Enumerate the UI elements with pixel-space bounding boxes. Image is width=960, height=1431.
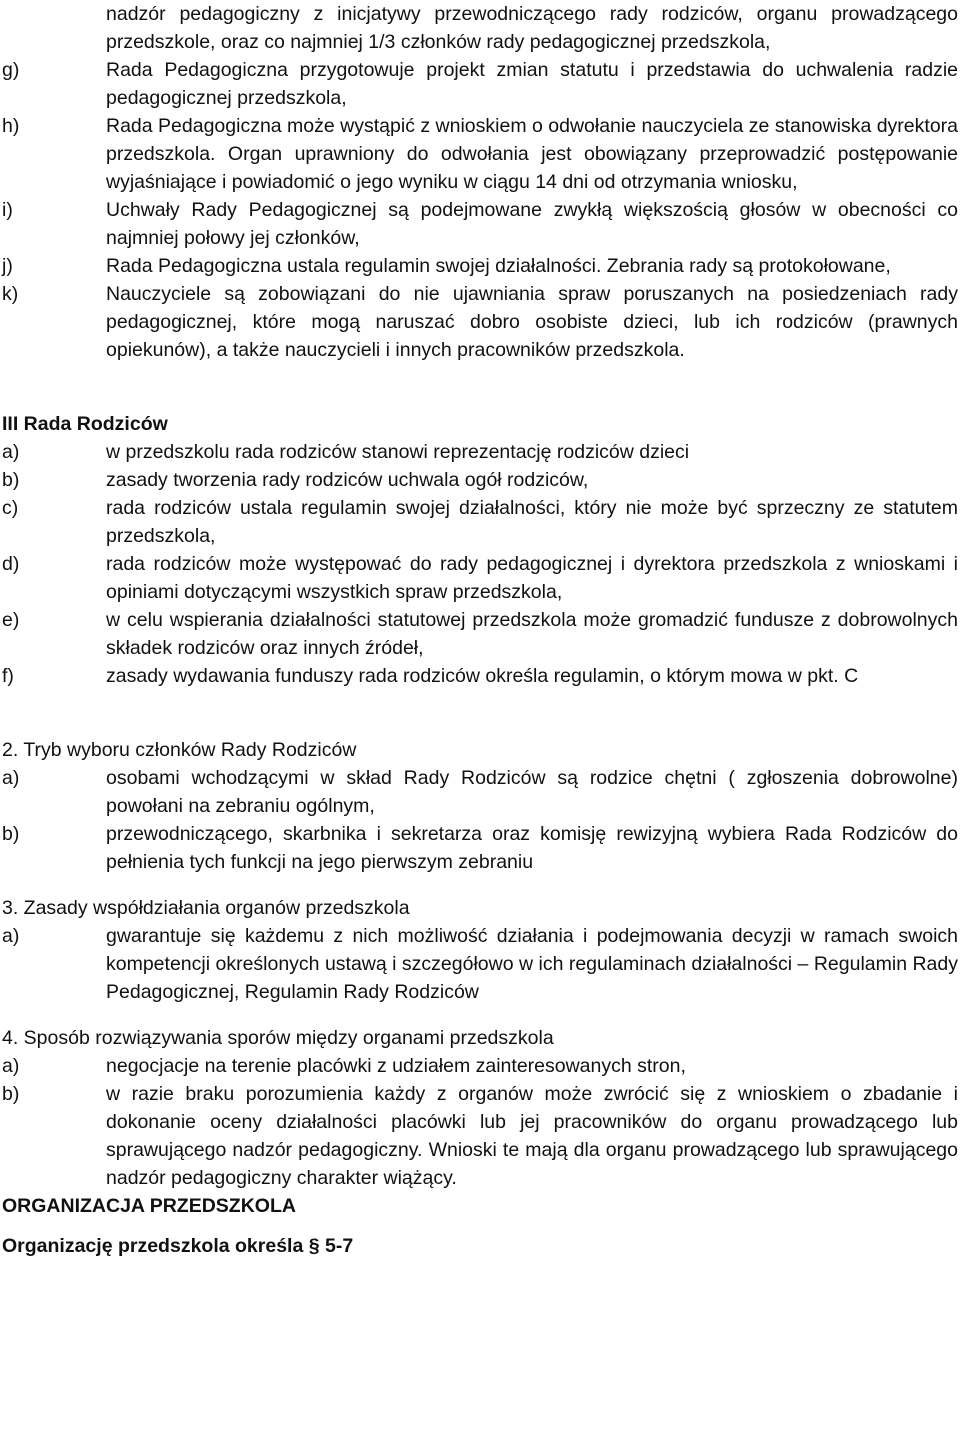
list-marker: g) (2, 59, 20, 81)
paragraph-intro: nadzór pedagogiczny z inicjatywy przewodniczącego rady rodziców, organu prowadzącego przedszkole, oraz co najmniej 1/3 członków rady pedagogicznej przedszkola, (106, 3, 958, 53)
list-text: Rada Pedagogiczna przygotowuje projekt zmian statutu i przedstawia do uchwalenia radzie pedagogicznej przedszkola, (106, 59, 958, 109)
list-item-h (0, 112, 960, 196)
list-text: rada rodziców może występować do rady pedagogicznej i dyrektora przedszkola z wnioskami i opiniami dotyczącymi wszystkich spraw przedszkola, (106, 553, 958, 603)
list-text: w razie braku porozumienia każdy z organów może zwrócić się z wnioskiem o zbadanie i dokonanie oceny działalności placówki lub jej pracowników do organu prowadzącego lub sprawującego nadzór pedagogiczny. Wnioski te mają dla organu prowadzącego lub sprawującego nadzór pedagogiczny charakter wiążący. (106, 1083, 958, 1189)
list-marker: i) (2, 199, 13, 221)
list-item (0, 606, 960, 662)
section-heading: III Rada Rodziców (2, 413, 168, 435)
list-text: Rada Pedagogiczna ustala regulamin swojej działalności. Zebrania rady są protokołowane, (106, 255, 891, 277)
list-item-j (0, 252, 960, 280)
section-heading: 4. Sposób rozwiązywania sporów między organami przedszkola (2, 1027, 554, 1049)
section-organizacja (0, 1192, 960, 1260)
list-marker: f) (2, 665, 14, 687)
list-item (0, 662, 960, 690)
list-text: zasady wydawania funduszy rada rodziców określa regulamin, o którym mowa w pkt. C (106, 665, 859, 687)
section-tryb-wyboru (0, 736, 960, 876)
list-text: zasady tworzenia rady rodziców uchwala ogół rodziców, (106, 469, 589, 491)
list-item (0, 494, 960, 550)
list-marker: a) (2, 1055, 20, 1077)
top-section (0, 0, 960, 364)
list-item-k (0, 280, 960, 364)
list-text: rada rodziców ustala regulamin swojej działalności, który nie może być sprzeczny ze statutem przedszkola, (106, 497, 958, 547)
list-marker: b) (2, 469, 20, 491)
list-marker: c) (2, 497, 19, 519)
section-rada-rodzicow (0, 410, 960, 690)
list-item (0, 1080, 960, 1192)
list-item-i (0, 196, 960, 252)
list-marker: a) (2, 767, 20, 789)
list-item (0, 1052, 960, 1080)
list-item (0, 438, 960, 466)
list-item (0, 820, 960, 876)
section-heading: 3. Zasady współdziałania organów przedszkola (2, 897, 410, 919)
list-marker: k) (2, 283, 19, 305)
section-heading: 2. Tryb wyboru członków Rady Rodziców (2, 739, 357, 761)
list-item (0, 466, 960, 494)
list-text: w przedszkolu rada rodziców stanowi reprezentację rodziców dzieci (106, 441, 690, 463)
list-text: gwarantuje się każdemu z nich możliwość działania i podejmowania decyzji w ramach swoich kompetencji określonych ustawą i szczegółowo w ich regulaminach działalności – Regulamin Rady Pedagogicznej, Regulamin Rady Rodziców (106, 925, 958, 1003)
section-heading: ORGANIZACJA PRZEDSZKOLA (2, 1195, 296, 1217)
list-text: Rada Pedagogiczna może wystąpić z wnioskiem o odwołanie nauczyciela ze stanowiska dyrektora przedszkola. Organ uprawniony do odwołania jest obowiązany przeprowadzić postępowanie wyjaśniające i powiadomić o jego wyniku w ciągu 14 dni od otrzymania wniosku, (106, 115, 958, 193)
list-marker: b) (2, 823, 20, 845)
list-marker: a) (2, 925, 20, 947)
list-text: Nauczyciele są zobowiązani do nie ujawniania spraw poruszanych na posiedzeniach rady pedagogicznej, które mogą naruszać dobro osobiste dzieci, lub ich rodziców (prawnych opiekunów), a także nauczycieli i innych pracowników przedszkola. (106, 283, 958, 361)
list-item-g (0, 56, 960, 112)
list-text: Uchwały Rady Pedagogicznej są podejmowane zwykłą większością głosów w obecności co najmniej połowy jej członków, (106, 199, 958, 249)
list-text: przewodniczącego, skarbnika i sekretarza oraz komisję rewizyjną wybiera Rada Rodziców do pełnienia tych funkcji na jego pierwszym zebraniu (106, 823, 958, 873)
list-marker: e) (2, 609, 20, 631)
list-marker: b) (2, 1083, 20, 1105)
list-item (0, 764, 960, 820)
list-text: osobami wchodzącymi w skład Rady Rodziców są rodzice chętni ( zgłoszenia dobrowolne) powołani na zebraniu ogólnym, (106, 767, 958, 817)
section-subheading: Organizację przedszkola określa § 5-7 (2, 1235, 354, 1257)
list-text: w celu wspierania działalności statutowej przedszkola może gromadzić fundusze z dobrowolnych składek rodziców oraz innych źródeł, (106, 609, 958, 659)
list-marker: a) (2, 441, 20, 463)
list-item (0, 922, 960, 1006)
list-item (0, 550, 960, 606)
section-spory (0, 1024, 960, 1192)
section-zasady-wspoldzialania (0, 894, 960, 1006)
list-marker: h) (2, 115, 20, 137)
list-marker: j) (2, 255, 13, 277)
list-marker: d) (2, 553, 20, 575)
list-text: negocjacje na terenie placówki z udziałem zainteresowanych stron, (106, 1055, 686, 1077)
